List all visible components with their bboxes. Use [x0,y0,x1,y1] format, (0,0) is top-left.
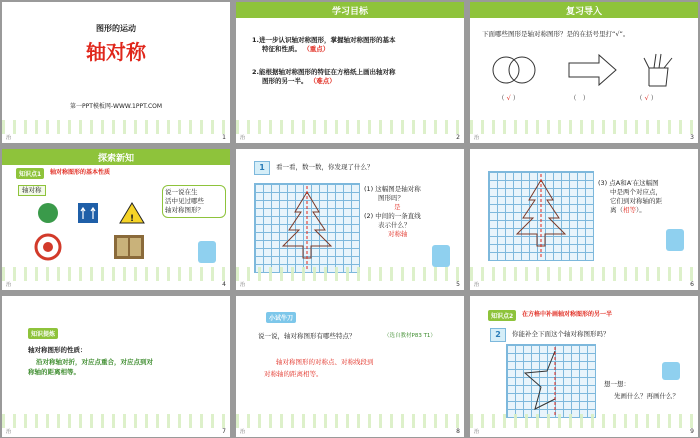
logo-mark: 治 [240,282,246,288]
question-3: (3) 点A和A′在这幅图 [598,179,659,187]
question-1: (1) 这幅图是轴对称 [364,185,421,193]
grass-decoration [236,120,464,134]
logo-mark: 治 [240,135,246,141]
question-3c: 它们到对称轴的距 [610,197,662,205]
textbook-reference: （选自教材P83 T1） [384,333,436,339]
page-number: 8 [456,428,460,435]
mascot-icon [666,229,684,251]
question-3b: 中是两个对应点， [610,188,662,196]
answer-bracket-1: （ √ ） [498,94,520,102]
page-number: 6 [690,281,694,288]
slide2-header: 学习目标 [331,7,368,17]
logo-mark: 治 [240,429,246,435]
question-3d: 离（ [610,206,623,214]
logo-mark: 治 [6,282,12,288]
bubble-line-1: 说一说在生 [165,188,198,196]
answer-bracket-3: （ √ ） [636,94,658,102]
grass-decoration [236,267,464,281]
summary-line-3: 称轴的距离相等。 [28,368,80,376]
knowledge-point-tag: 知识点2 [488,310,516,321]
shapes-illustration [484,50,684,90]
goal-2-text: 2.能根据轴对称图形的特征在方格纸上画出轴对称 [252,68,396,76]
answer-1: √ [506,94,511,102]
slide4-header: 探索新知 [97,154,134,164]
logo-mark: 治 [474,429,480,435]
slide3-question: 下面哪些图形是轴对称图形？是的在括号里打“√”。 [482,30,630,38]
slide9-prompt: 你能补全下面这个轴对称图形吗？ [512,330,610,338]
slide-6-thumbnail[interactable] [470,149,698,290]
grass-decoration [2,267,230,281]
page-number: 9 [690,428,694,435]
tree-figure [489,172,593,260]
grass-decoration [236,414,464,428]
grass-decoration [470,267,698,281]
answer-3: 相等 [623,206,636,214]
question-2: (2) 中间的一条直线 [364,212,421,220]
goal-1-mark: （重点） [303,45,330,53]
goal-1-text-b: 特征和性质。 [262,45,301,53]
answer-3: √ [644,94,649,102]
goal-2-mark: （难点） [309,77,336,85]
summary-tag: 知识提炼 [28,328,58,339]
answer-1: 是 [394,203,401,211]
grass-decoration [470,120,698,134]
slide5-prompt: 看一看，数一数，你发现了什么？ [276,163,374,171]
question-1b: 图形吗？ [378,194,404,202]
goal-1-text: 1.进一步认识轴对称图形，掌握轴对称图形的基本 [252,36,396,44]
speech-bubble [162,185,226,218]
practice-answer-1: 轴对称图形的对称点、对称线段到 [276,358,374,366]
slide-5-thumbnail[interactable] [236,149,464,290]
slide-2-thumbnail[interactable] [236,2,464,143]
recycle-icon [38,203,58,223]
knowledge-point-tag: 知识点1 [16,168,44,179]
question-3e: ）。 [636,206,646,214]
goal-1 [252,36,396,54]
page-number: 5 [456,281,460,288]
slide1-title: 轴对称 [86,40,146,64]
circle-left-shape [493,57,519,83]
slide-3-thumbnail[interactable] [470,2,698,143]
tree-figure [255,184,359,272]
think-prompt: 先画什么？再画什么？ [614,392,679,400]
grass-decoration [470,414,698,428]
arrow-sign-icon [78,203,98,223]
answer-bracket-2: （ ） [570,94,590,102]
grid-paper [254,183,360,273]
slide-7-thumbnail[interactable] [2,296,230,437]
logo-mark: 治 [474,135,480,141]
question-number: 2 [490,328,506,342]
slide-1-thumbnail[interactable] [2,2,230,143]
symbols-illustration [32,201,152,271]
practice-question: 说一说，轴对称图形有哪些特点？ [258,332,356,340]
slide-8-thumbnail[interactable] [236,296,464,437]
question-2b: 表示什么？ [378,221,411,229]
concept-label: 轴对称 [18,185,46,196]
arrow-shape [569,55,616,85]
page-number: 2 [456,134,460,141]
logo-mark: 治 [6,135,12,141]
goal-2 [252,68,396,86]
grid-paper [488,171,594,261]
slide3-header: 复习导入 [565,7,602,17]
slide-9-thumbnail[interactable] [470,296,698,437]
hand-shape [644,54,672,86]
page-number: 3 [690,134,694,141]
grid-paper [506,344,596,418]
circle-right-shape [509,57,535,83]
grass-decoration [2,120,230,134]
bubble-line-3: 轴对称图形？ [165,206,204,214]
mascot-icon [662,362,680,380]
mascot-icon [432,245,450,267]
summary-line-2: 沿对称轴对折，对应点重合，对应点到对 [36,358,153,366]
slide1-footer: 第一PPT模板网-WWW.1PPT.COM [69,103,163,110]
think-label: 想一想： [604,380,630,388]
half-star-figure [507,345,595,417]
bubble-line-2: 活中见过哪些 [165,197,204,205]
knowledge-point-title: 在方格中补画轴对称图形的另一半 [522,311,613,318]
question-number: 1 [254,161,270,175]
grass-decoration [2,414,230,428]
slide1-subtitle: 图形的运动 [96,24,136,33]
summary-title: 轴对称图形的性质： [28,346,87,354]
practice-answer-2: 对称轴的距离相等。 [264,370,323,378]
page-number: 7 [222,428,226,435]
logo-mark: 治 [474,282,480,288]
goal-2-text-b: 图形的另一半。 [262,77,308,85]
page-number: 1 [222,134,226,141]
logo-mark: 治 [6,429,12,435]
answer-2: 对称轴 [388,230,408,238]
practice-tag: 小试牛刀 [266,312,296,323]
page-number: 4 [222,281,226,288]
knowledge-point-title: 轴对称图形的基本性质 [50,169,111,176]
svg-text:!: ! [130,214,135,224]
mascot-icon [198,241,216,263]
slide-4-thumbnail[interactable] [2,149,230,290]
